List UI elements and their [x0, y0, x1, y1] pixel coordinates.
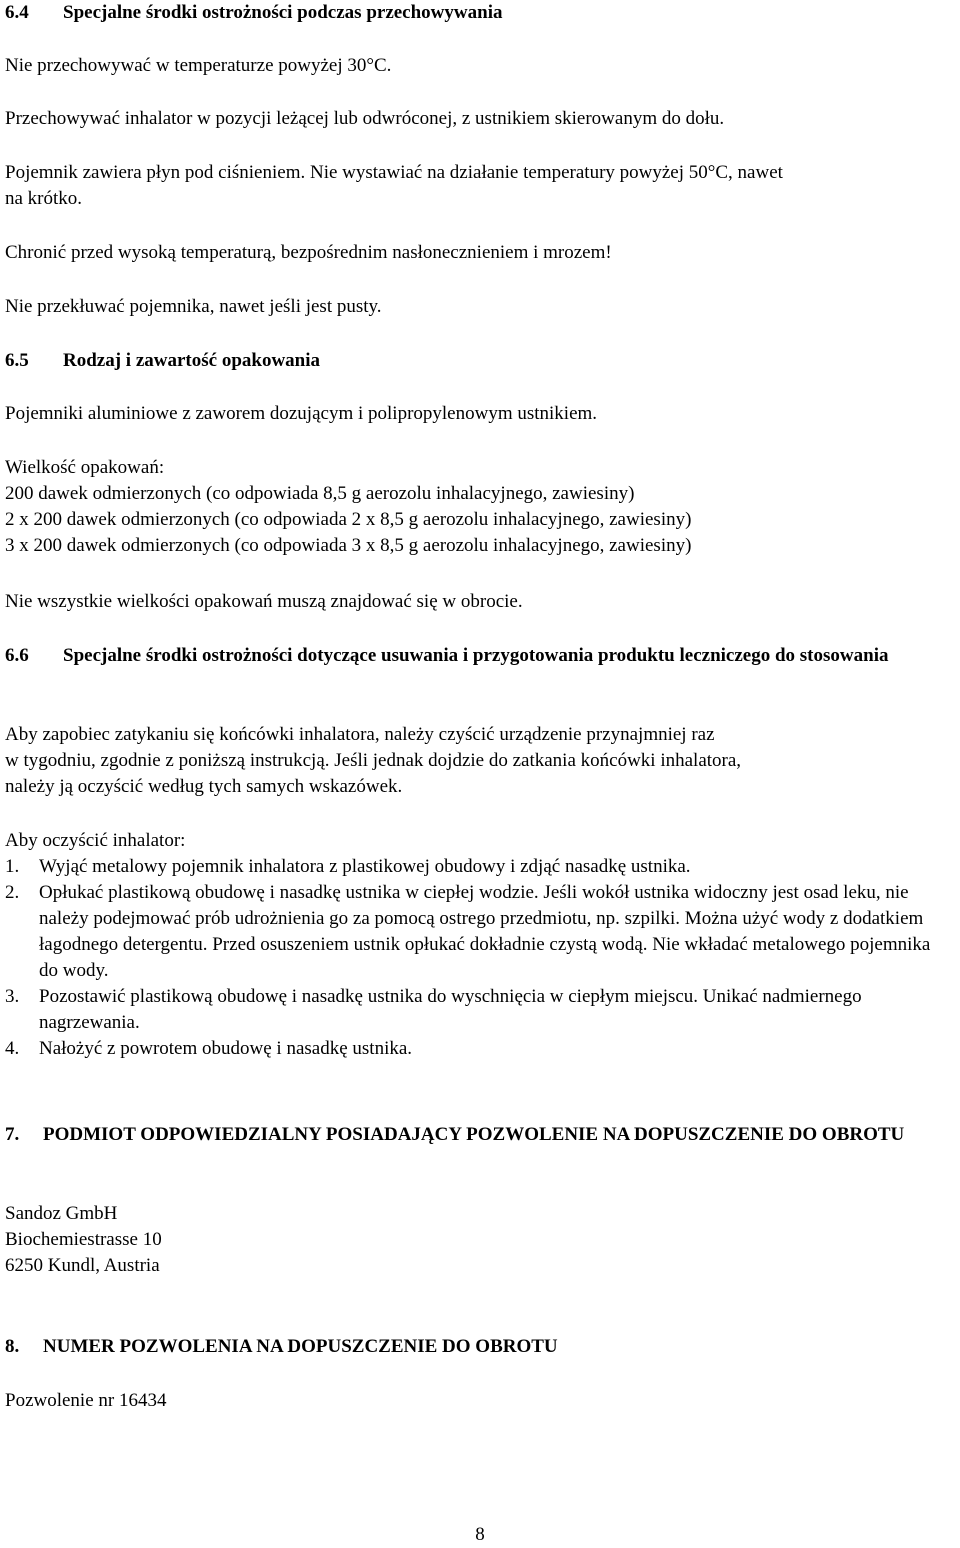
- section-title: Specjalne środki ostrożności podczas przechowywania: [63, 2, 503, 23]
- paragraph-line: Aby zapobiec zatykaniu się końcówki inhalatora, należy czyścić urządzenie przynajmniej raz: [5, 724, 715, 745]
- section-number: 8.: [5, 1336, 20, 1357]
- address: [5, 1201, 954, 1279]
- cleaning-instructions: [5, 828, 954, 1062]
- paragraph-line: Pojemnik zawiera płyn pod ciśnieniem. Nie wystawiać na działanie temperatury powyżej 50°C, nawet: [5, 162, 783, 183]
- paragraph: Nie przechowywać w temperaturze powyżej 30°C.: [5, 55, 392, 76]
- section-6-4-heading: [5, 0, 954, 26]
- list-item: [5, 880, 954, 984]
- address-line: Biochemiestrasse 10: [5, 1229, 162, 1250]
- pack-size-item: 2 x 200 dawek odmierzonych (co odpowiada 2 x 8,5 g aerozolu inhalacyjnego, zawiesiny): [5, 509, 692, 530]
- list-item-number: 2.: [5, 882, 20, 903]
- list-item-text: Wyjąć metalowy pojemnik inhalatora z plastikowej obudowy i zdjąć nasadkę ustnika.: [39, 856, 691, 877]
- list-item-text: Nałożyć z powrotem obudowę i nasadkę ustnika.: [39, 1038, 413, 1059]
- list-item-number: 3.: [5, 986, 20, 1007]
- paragraph: Nie przekłuwać pojemnika, nawet jeśli jest pusty.: [5, 296, 382, 317]
- address-line: Sandoz GmbH: [5, 1203, 118, 1224]
- section-number: 7.: [5, 1124, 20, 1145]
- list-item-text: Pozostawić plastikową obudowę i nasadkę ustnika do wyschnięcia w ciepłym miejscu. Unikać nadmiernego nagrzewania.: [39, 986, 862, 1033]
- paragraph: [5, 722, 954, 800]
- section-title: Rodzaj i zawartość opakowania: [63, 350, 321, 371]
- paragraph: Nie wszystkie wielkości opakowań muszą znajdować się w obrocie.: [5, 591, 523, 612]
- list-item-number: 1.: [5, 856, 20, 877]
- pack-sizes: [5, 455, 954, 559]
- section-title: PODMIOT ODPOWIEDZIALNY POSIADAJĄCY POZWOLENIE NA DOPUSZCZENIE DO OBROTU: [43, 1124, 905, 1145]
- section-title: Specjalne środki ostrożności dotyczące usuwania i przygotowania produktu leczniczego do stosowania: [63, 645, 889, 666]
- paragraph: Pojemniki aluminiowe z zaworem dozującym i polipropylenowym ustnikiem.: [5, 403, 598, 424]
- pack-sizes-label: Wielkość opakowań:: [5, 457, 165, 478]
- address-line: 6250 Kundl, Austria: [5, 1255, 160, 1276]
- paragraph: Pozwolenie nr 16434: [5, 1390, 167, 1411]
- section-8-heading: [5, 1334, 954, 1360]
- list-item-text: Opłukać plastikową obudowę i nasadkę ustnika w ciepłej wodzie. Jeśli wokół ustnika widoczny jest osad leku, nie należy podejmować prób udrożnienia go za pomocą ostrego przedmiotu, np. szpilki. Można użyć wody z dodatkiem łagodnego detergentu. Przed osuszeniem ustnik opłukać dokładnie czystą wodą. Nie wkładać metalowego pojemnika do wody.: [39, 882, 931, 981]
- list-item-number: 4.: [5, 1038, 20, 1059]
- pack-size-item: 200 dawek odmierzonych (co odpowiada 8,5 g aerozolu inhalacyjnego, zawiesiny): [5, 483, 635, 504]
- section-number: 6.4: [5, 2, 29, 23]
- paragraph: Przechowywać inhalator w pozycji leżącej lub odwróconej, z ustnikiem skierowanym do dołu.: [5, 108, 725, 129]
- paragraph-line: w tygodniu, zgodnie z poniższą instrukcją. Jeśli jednak dojdzie do zatkania końcówki inhalatora,: [5, 750, 742, 771]
- list-item: [5, 984, 954, 1036]
- section-title: NUMER POZWOLENIA NA DOPUSZCZENIE DO OBROTU: [43, 1336, 558, 1357]
- paragraph-line: należy ją oczyścić według tych samych wskazówek.: [5, 776, 403, 797]
- paragraph: Chronić przed wysoką temperaturą, bezpośrednim nasłonecznieniem i mrozem!: [5, 242, 612, 263]
- section-number: 6.5: [5, 350, 29, 371]
- paragraph-line: na krótko.: [5, 188, 83, 209]
- pack-size-item: 3 x 200 dawek odmierzonych (co odpowiada 3 x 8,5 g aerozolu inhalacyjnego, zawiesiny): [5, 535, 692, 556]
- section-number: 6.6: [5, 645, 29, 666]
- cleaning-label: Aby oczyścić inhalator:: [5, 830, 186, 851]
- list-item: [5, 1036, 954, 1062]
- section-7-heading: [5, 1122, 954, 1148]
- page-number: 8: [475, 1524, 485, 1545]
- paragraph: [5, 160, 954, 212]
- section-6-6-heading: [5, 643, 954, 669]
- list-item: [5, 854, 954, 880]
- section-6-5-heading: [5, 348, 954, 374]
